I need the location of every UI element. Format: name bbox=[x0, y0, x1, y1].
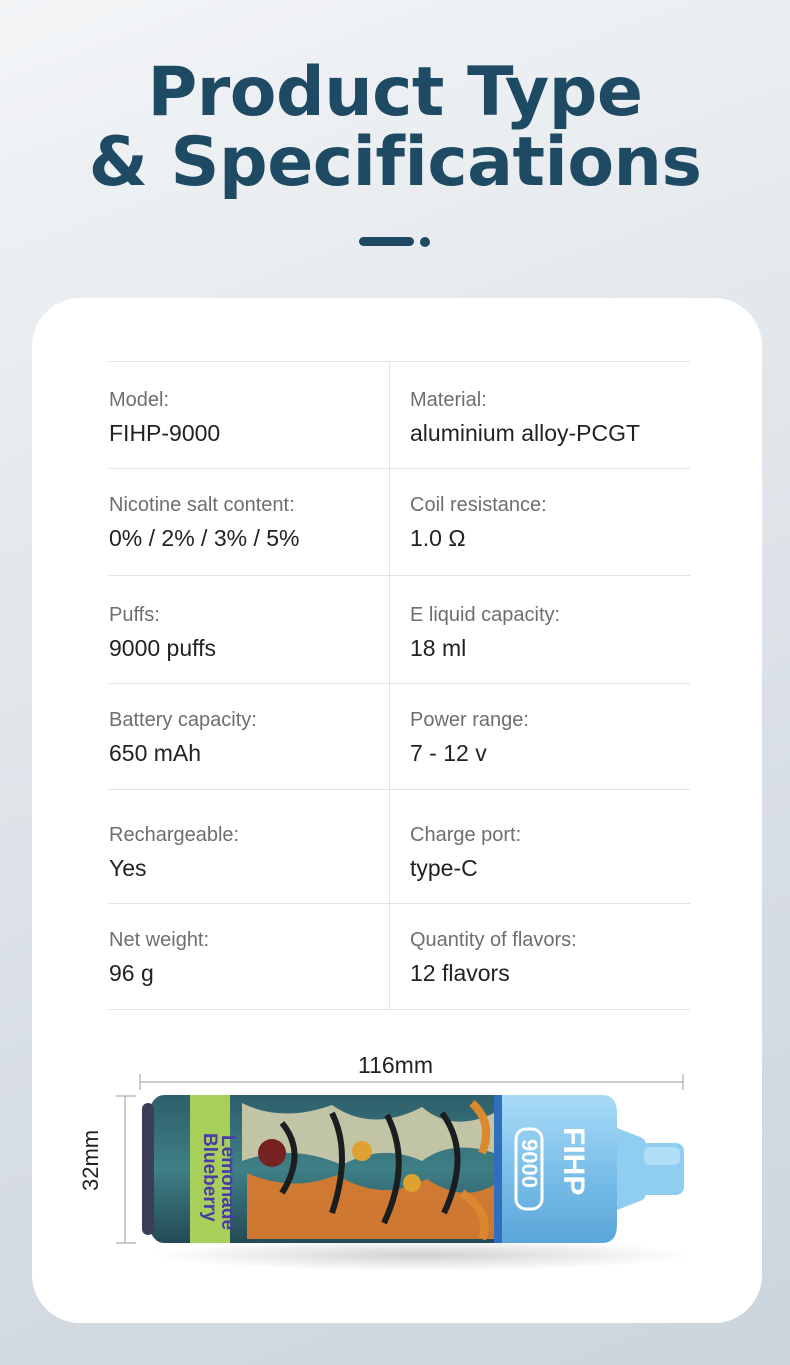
spec-value: aluminium alloy-PCGT bbox=[410, 420, 641, 446]
divider-bar bbox=[359, 237, 414, 246]
spec-value: Yes bbox=[109, 855, 147, 881]
model-number-text: 9000 bbox=[517, 1139, 542, 1188]
spec-label: Battery capacity: bbox=[109, 709, 257, 731]
spec-label: Charge port: bbox=[410, 824, 522, 846]
spec-value: 7 - 12 v bbox=[410, 740, 487, 766]
spec-label: Quantity of flavors: bbox=[410, 929, 577, 951]
spec-value: FIHP-9000 bbox=[109, 420, 221, 446]
spec-card bbox=[32, 298, 762, 1323]
spec-value: 96 g bbox=[109, 960, 154, 986]
title-line-1: Product Type bbox=[147, 53, 643, 132]
spec-label: Rechargeable: bbox=[109, 824, 240, 846]
spec-label: Net weight: bbox=[109, 929, 210, 951]
spec-cell bbox=[109, 790, 390, 903]
title-line-2: & Specifications bbox=[88, 123, 702, 202]
spec-cell bbox=[390, 576, 690, 683]
spec-row bbox=[109, 576, 690, 684]
spec-value: 9000 puffs bbox=[109, 635, 217, 661]
spec-cell bbox=[390, 790, 690, 903]
diameter-dimension-line bbox=[116, 1096, 136, 1243]
spec-label: Puffs: bbox=[109, 604, 160, 626]
spec-cell bbox=[109, 576, 390, 683]
spec-value: type-C bbox=[410, 855, 478, 881]
brand-logo-text: FIHP bbox=[557, 1127, 590, 1196]
length-dimension-line bbox=[140, 1074, 683, 1090]
flavor-label-line-1: Blueberry bbox=[199, 1133, 220, 1222]
spec-table bbox=[109, 361, 690, 1010]
spec-value: 650 mAh bbox=[109, 740, 202, 766]
length-dimension-label: 116mm bbox=[358, 1052, 433, 1078]
spec-label: Coil resistance: bbox=[410, 494, 547, 516]
spec-cell bbox=[390, 904, 690, 1009]
spec-row bbox=[109, 362, 690, 469]
device-shadow bbox=[152, 1239, 692, 1271]
page-title bbox=[0, 53, 790, 202]
spec-value: 1.0 Ω bbox=[410, 525, 466, 551]
spec-cell bbox=[109, 684, 390, 789]
spec-cell bbox=[109, 904, 390, 1009]
device-body bbox=[142, 1095, 506, 1243]
spec-row bbox=[109, 904, 690, 1010]
flavor-label-line-2: Lemonade bbox=[217, 1135, 238, 1231]
spec-row bbox=[109, 790, 690, 904]
spec-label: E liquid capacity: bbox=[410, 604, 561, 626]
spec-cell bbox=[109, 469, 390, 575]
spec-value: 0% / 2% / 3% / 5% bbox=[109, 525, 300, 551]
spec-cell bbox=[390, 362, 690, 468]
spec-row bbox=[109, 684, 690, 790]
spec-cell bbox=[109, 362, 390, 468]
spec-row bbox=[109, 469, 690, 576]
spec-value: 12 flavors bbox=[410, 960, 510, 986]
spec-value: 18 ml bbox=[410, 635, 467, 661]
spec-label: Nicotine salt content: bbox=[109, 494, 295, 516]
divider-dot bbox=[420, 237, 430, 247]
product-illustration bbox=[32, 1043, 762, 1323]
diameter-dimension-label: 32mm bbox=[78, 1129, 103, 1191]
spec-label: Model: bbox=[109, 389, 170, 411]
spec-cell bbox=[390, 469, 690, 575]
device-drawing bbox=[32, 1043, 762, 1323]
spec-label: Material: bbox=[410, 389, 487, 411]
spec-label: Power range: bbox=[410, 709, 529, 731]
spec-cell bbox=[390, 684, 690, 789]
